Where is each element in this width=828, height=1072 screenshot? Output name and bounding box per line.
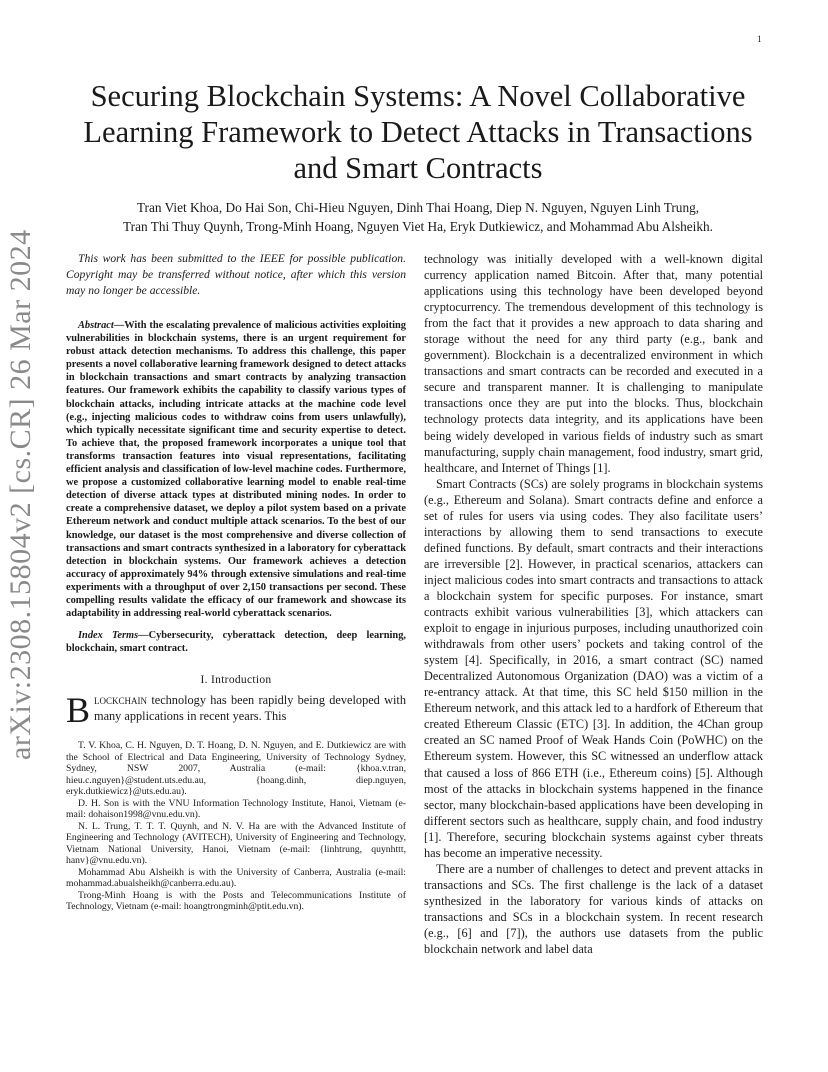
body-paragraph: technology was initially developed with a well-known digital currency application named Bitcoin. After that, many potential applications using this technology have been developed beyond cryptocurrency. The tremendous development of this technology is from the fact that it provides a new approach to data sharing and storage without the need for any third party (e.g., bank and government). Blockchain is a decentralized environment in which transactions and smart contracts can be recorded and executed in a secure and transparent manner. It is challenging to manipulate transactions once they are put into the blocks. Thus, blockchain technology protects data integrity, and its applications have been being widely developed in various fields of industry such as smart manufacturing, supply chain management, food industry, smart grid, healthcare, and Internet of Things [1]. — [424, 252, 763, 475]
footnote: N. L. Trung, T. T. T. Quynh, and N. V. Ha are with the Advanced Institute of Engineering and Technology (AVITECH), University of Engineering and Technology, Vietnam National University, Hanoi, Vietnam (e-mail: {linhtrung, quynhttt, hanv}@vnu.edu.vn). — [66, 820, 406, 867]
footnote: T. V. Khoa, C. H. Nguyen, D. T. Hoang, D. N. Nguyen, and E. Dutkiewicz are with the School of Electrical and Data Engineering, University of Technology Sydney, Sydney, NSW 2007, Australia (e-mail: {khoa.v.tran, hieu.c.nguyen}@student.uts.edu.au, {hoang.dinh, diep.nguyen, eryk.dutkiewicz}@uts.edu.au). — [66, 740, 406, 798]
footnote: D. H. Son is with the VNU Information Technology Institute, Hanoi, Vietnam (e-mail: dohaison1998@vnu.edu.vn). — [66, 797, 406, 821]
drop-cap: B — [66, 690, 91, 731]
author-line-1: Tran Viet Khoa, Do Hai Son, Chi-Hieu Nguyen, Dinh Thai Hoang, Diep N. Nguyen, Nguyen Linh Trung, — [136, 200, 700, 215]
arxiv-stamp: arXiv:2308.15804v2 [cs.CR] 26 Mar 2024 — [4, 229, 37, 760]
author-line-2: Tran Thi Thuy Quynh, Trong-Minh Hoang, Nguyen Viet Ha, Eryk Dutkiewicz, and Mohammad Abu Alsheikh. — [122, 219, 714, 234]
body-paragraph: There are a number of challenges to detect and prevent attacks in transactions and SCs. The first challenge is the lack of a dataset synthesized in the laboratory for various kinds of attacks on transactions and SCs in a blockchain system. In recent research (e.g., [6] and [7]), the authors use datasets from the public blockchain network and label data — [424, 861, 763, 957]
paper-title: Securing Blockchain Systems: A Novel Collaborative Learning Framework to Detect Attacks in Transactions and Smart Contracts — [83, 79, 753, 185]
index-terms-label: Index Terms — [78, 630, 139, 642]
abstract-label: Abstract — [78, 320, 114, 331]
intro-text: technology has been rapidly being developed with many applications in recent years. This — [94, 693, 406, 724]
page-number: 1 — [757, 34, 762, 44]
index-terms-text: —Cybersecurity, cyberattack detection, deep learning, blockchain, smart contract. — [66, 630, 406, 655]
body-paragraph: Smart Contracts (SCs) are solely programs in blockchain systems (e.g., Ethereum and Solana). Smart contracts define and enforce a set of rules for users via using codes. They also facilitate users’ interactions by allowing them to send transactions to execute defined functions. By default, smart contracts and their interactions are irreversible [2]. However, in practical scenarios, attackers can inject malicious codes into smart contracts and transactions to attack a blockchain system for specific purposes. For instance, smart contracts exhibit various vulnerabilities [3], which attackers can exploit to engage in injurious purposes, including unauthorized coin withdrawals from other users’ pockets and taking control of the system [4]. Specifically, in 2016, a smart contract (SC) named Decentralized Autonomous Organization (DAO) was a victim of a re-entrancy attack. At that time, this SC held $150 million in the Ethereum network, and this attack led to a hardfork of Ethereum that created Ethereum Classic (ETC) [3]. In addition, the 4Chan group created an SC named Proof of Weak Hands Coin (PoWHC) on the Ethereum system. However, this SC witnessed an underflow attack that caused a loss of 866 ETH (i.e., Ethereum coins) [5]. Although most of the attacks in blockchain systems happened in the finance sector, many blockchain-based applications have been developing in different sectors such as healthcare, supply chain, and food industry [1]. Therefore, securing blockchain systems against cyber threats has become an imperative necessity. — [424, 476, 763, 860]
abstract — [66, 319, 406, 620]
right-column — [424, 251, 763, 957]
section-heading: I. Introduction — [200, 674, 272, 687]
intro-caps: lockchain — [94, 693, 148, 708]
left-column — [66, 251, 406, 913]
author-list — [60, 198, 776, 236]
submission-notice: This work has been submitted to the IEEE for possible publication. Copyright may be transferred without notice, after which this version may no longer be accessible. — [66, 252, 406, 297]
footnotes — [66, 740, 406, 913]
footnote: Mohammad Abu Alsheikh is with the University of Canberra, Australia (e-mail: mohammad.abualsheikh@canberra.edu.au). — [66, 866, 406, 890]
intro-paragraph — [66, 690, 406, 731]
footnote: Trong-Minh Hoang is with the Posts and Telecommunications Institute of Technology, Vietnam (e-mail: hoangtrongminh@ptit.edu.vn). — [66, 889, 406, 913]
abstract-text: —With the escalating prevalence of malicious activities exploiting vulnerabilities in blockchain systems, there is an urgent requirement for robust attack detection mechanisms. To address this challenge, this paper presents a novel collaborative learning framework designed to detect attacks in blockchain transactions and smart contracts by analyzing transaction features. Our framework exhibits the capability to classify various types of blockchain attacks, including intricate attacks at the machine code level (e.g., injecting malicious codes to withdraw coins from users unlawfully), which typically necessitate significant time and security expertise to detect. To achieve that, the proposed framework incorporates a unique tool that transforms transaction features into visual representations, facilitating efficient analysis and classification of low-level machine codes. Furthermore, we propose a customized collaborative learning model to enable real-time detection of diverse attack types at distributed mining nodes. In order to create a comprehensive dataset, we deploy a pilot system based on a private Ethereum network and conduct multiple attack scenarios. To the best of our knowledge, our dataset is the most comprehensive and diverse collection of transactions and smart contracts synthesized in a laboratory for cyberattack detection in blockchain systems. Our framework achieves a detection accuracy of approximately 94% through extensive simulations and real-time experiments with a throughput of over 2,150 transactions per second. These compelling results validate the efficacy of our framework and showcase its adaptability in addressing real-world cyberattack scenarios. — [66, 320, 406, 620]
index-terms — [66, 629, 406, 655]
